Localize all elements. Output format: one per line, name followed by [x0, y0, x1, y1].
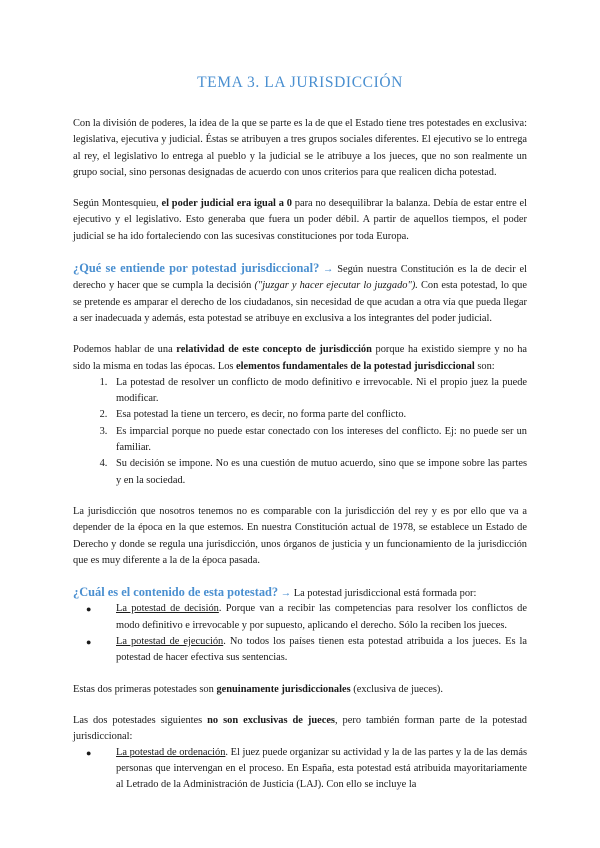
definition-paragraph: ¿Qué se entiende por potestad jurisdiccional? → Según nuestra Constitución es la de decir el derecho y hacer que se cumpla la decisión ("juzgar y hacer ejecutar lo juzgado"). Con esta potestad, lo que se pretende es amparar el derecho de los ciudadanos, sin necesidad de que acudan a otra vía que pueda llegar a ser inadecuada y además, esta potestad se atribuye en exclusiva a los integrantes del poder judicial.	[73, 261, 527, 324]
list-item: 3. Es imparcial porque no puede estar conectado con los intereses del conflicto. Ej: no puede ser un familiar.	[110, 424, 527, 457]
section-heading-content: ¿Cuál es el contenido de esta potestad?	[73, 585, 279, 600]
elements-list	[73, 375, 527, 489]
section-heading-definition: ¿Qué se entiende por potestad jurisdiccional?	[73, 261, 320, 276]
intro-paragraph: Con la división de poderes, la idea de la que se parte es la de que el Estado tiene tres potestades en exclusiva: legislativa, ejecutiva y judicial. Éstas se atribuyen a tres grupos sociales diferentes. El ejecutivo se lo entrega al rey, el legislativo lo entrega al pueblo y la judicial se le atribuye a los jueces, que no son realmente un grupo social, sino personas designadas de acuerdo con unos criterios para que realicen dicha potestad.	[73, 118, 527, 178]
jurisdiction-paragraph: La jurisdicción que nosotros tenemos no es comparable con la jurisdicción del rey y es por ello que va a depender de la época en la que estemos. En nuestra Constitución actual de 1978, se establece un Estado de Derecho y donde se regula una jurisdicción, unos órganos de justicia y un funcionamiento de la jurisdicción que es muy diferente a la de la época pasada.	[73, 505, 527, 566]
content-list	[73, 601, 527, 666]
relativity-paragraph: Podemos hablar de una relatividad de este concepto de jurisdicción porque ha existido siempre y no ha sido la misma en todas las épocas. Los elementos fundamentales de la potestad jurisdiccional son:	[73, 344, 528, 372]
bullet-icon: ●	[86, 637, 92, 648]
list-item: 4. Su decisión se impone. No es una cuestión de mutuo acuerdo, sino que se impone sobre las partes y en la sociedad.	[110, 456, 527, 489]
list-item: 2. Esa potestad la tiene un tercero, es decir, no forma parte del conflicto.	[110, 407, 527, 423]
non-exclusive-paragraph: Las dos potestades siguientes no son exclusivas de jueces, pero también forman parte de la potestad jurisdiccional:	[73, 714, 527, 743]
bullet-icon: ●	[86, 604, 92, 615]
list-item: ● La potestad de ordenación. El juez puede organizar su actividad y la de las partes y la de las demás personas que intervengan en el proceso. En España, esta potestad está atribuida mayoritariamente al Letrado de la Administración de Justicia (LAJ). Con ello se incluye la	[86, 746, 527, 791]
montesquieu-paragraph: Según Montesquieu, el poder judicial era igual a 0 para no desequilibrar la balanza. Debía de estar entre el ejecutivo y el legislativo. Esto generaba que fuera un poder débil. A partir de aquellos tiempos, el poder judicial se ha ido fortaleciendo con las sucesivas constituciones por toda Europa.	[73, 198, 527, 242]
other-list	[73, 745, 527, 794]
content-paragraph: ¿Cuál es el contenido de esta potestad? → La potestad jurisdiccional está formada por:	[73, 585, 477, 600]
list-item: 1. La potestad de resolver un conflicto de modo definitivo e irrevocable. Ni el propio juez la puede modificar.	[110, 375, 527, 408]
list-item: ● La potestad de ejecución. No todos los países tienen esta potestad atribuida a los jueces. Es la potestad de hacer efectiva sus sentencias.	[86, 636, 527, 664]
genuine-paragraph: Estas dos primeras potestades son genuinamente jurisdiccionales (exclusiva de jueces).	[73, 683, 443, 695]
bullet-icon: ●	[86, 747, 92, 758]
list-item: ● La potestad de decisión. Porque van a recibir las competencias para resolver los conflictos de modo definitivo e irrevocable y por supuesto, aplicando el derecho. Sólo la reciben los jueces.	[86, 603, 527, 631]
page-title: TEMA 3. LA JURISDICCIÓN	[197, 74, 403, 91]
